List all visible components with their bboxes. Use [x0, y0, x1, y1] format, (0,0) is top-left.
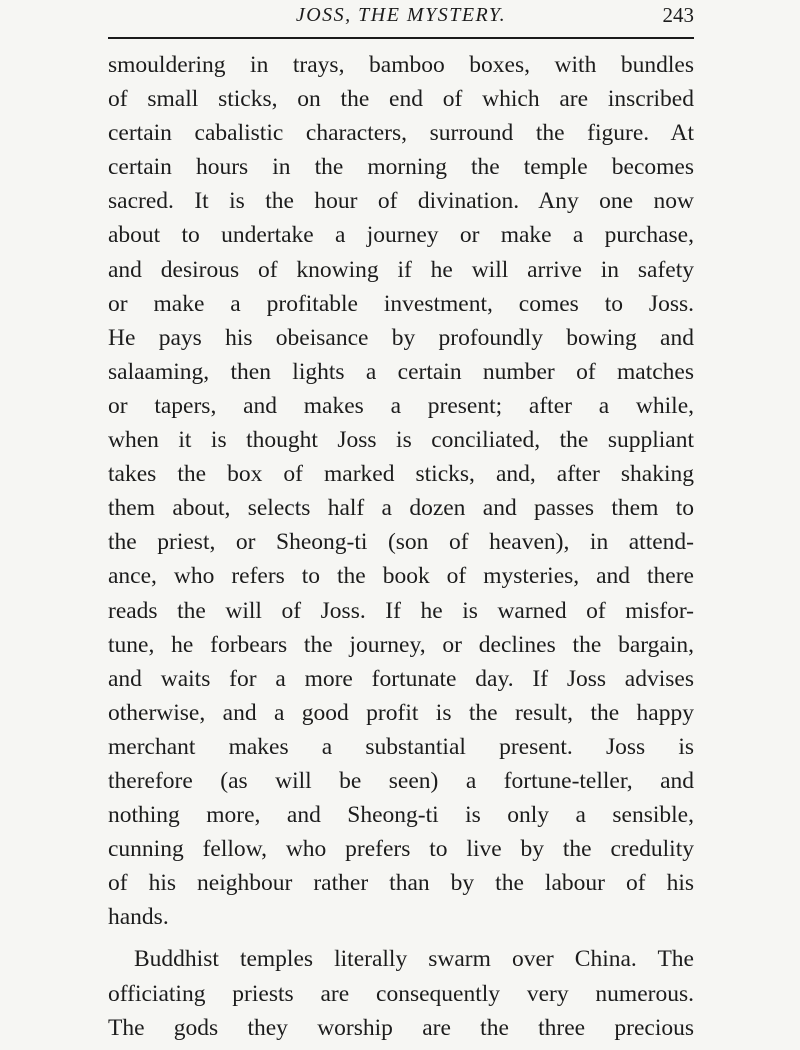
text-line: the priest, or Sheong-ti (son of heaven), in attend- [108, 529, 694, 556]
text-line: and waits for a more fortunate day. If Joss advises [108, 665, 694, 692]
text-line: them about, selects half a dozen and passes them to [108, 495, 694, 522]
body-text [108, 48, 694, 1045]
text-line: hands. [108, 904, 169, 931]
paragraph-2 [108, 942, 694, 1044]
text-line: The gods they worship are the three precious [108, 1014, 694, 1041]
text-line: therefore (as will be seen) a fortune-teller, and [108, 767, 694, 794]
text-line: takes the box of marked sticks, and, after shaking [108, 461, 694, 488]
page-header [108, 2, 694, 30]
text-line: of small sticks, on the end of which are inscribed [108, 86, 694, 113]
text-line: or tapers, and makes a present; after a while, [108, 392, 694, 419]
text-line: sacred. It is the hour of divination. Any one now [108, 188, 694, 215]
text-line: officiating priests are consequently very numerous. [108, 980, 694, 1007]
text-line: or make a profitable investment, comes to Joss. [108, 290, 694, 317]
text-line: smouldering in trays, bamboo boxes, with bundles [108, 52, 694, 78]
header-rule [108, 37, 694, 39]
text-line: about to undertake a journey or make a purchase, [108, 222, 694, 249]
text-line: tune, he forbears the journey, or declines the bargain, [108, 631, 694, 658]
text-line: of his neighbour rather than by the labour of his [108, 870, 694, 897]
paragraph-1 [108, 48, 694, 934]
text-line: cunning fellow, who prefers to live by the credulity [108, 836, 694, 863]
paragraph-gap [108, 934, 694, 942]
text-line: otherwise, and a good profit is the result, the happy [108, 699, 694, 726]
page-number: 243 [662, 3, 694, 27]
text-line: when it is thought Joss is conciliated, the suppliant [108, 427, 694, 454]
text-line: salaaming, then lights a certain number of matches [108, 358, 694, 385]
text-line: and desirous of knowing if he will arrive in safety [108, 256, 694, 283]
text-line: ance, who refers to the book of mysteries, and there [108, 563, 694, 590]
text-line: nothing more, and Sheong-ti is only a sensible, [108, 802, 694, 829]
text-line: certain hours in the morning the temple becomes [108, 154, 694, 181]
running-title: JOSS, THE MYSTERY. [295, 4, 507, 26]
text-line: He pays his obeisance by profoundly bowing and [108, 324, 694, 351]
text-line: merchant makes a substantial present. Joss is [108, 733, 694, 760]
text-line: reads the will of Joss. If he is warned of misfor- [108, 597, 694, 624]
text-line: certain cabalistic characters, surround the figure. At [108, 120, 694, 147]
text-line: Buddhist temples literally swarm over China. The [134, 946, 694, 973]
